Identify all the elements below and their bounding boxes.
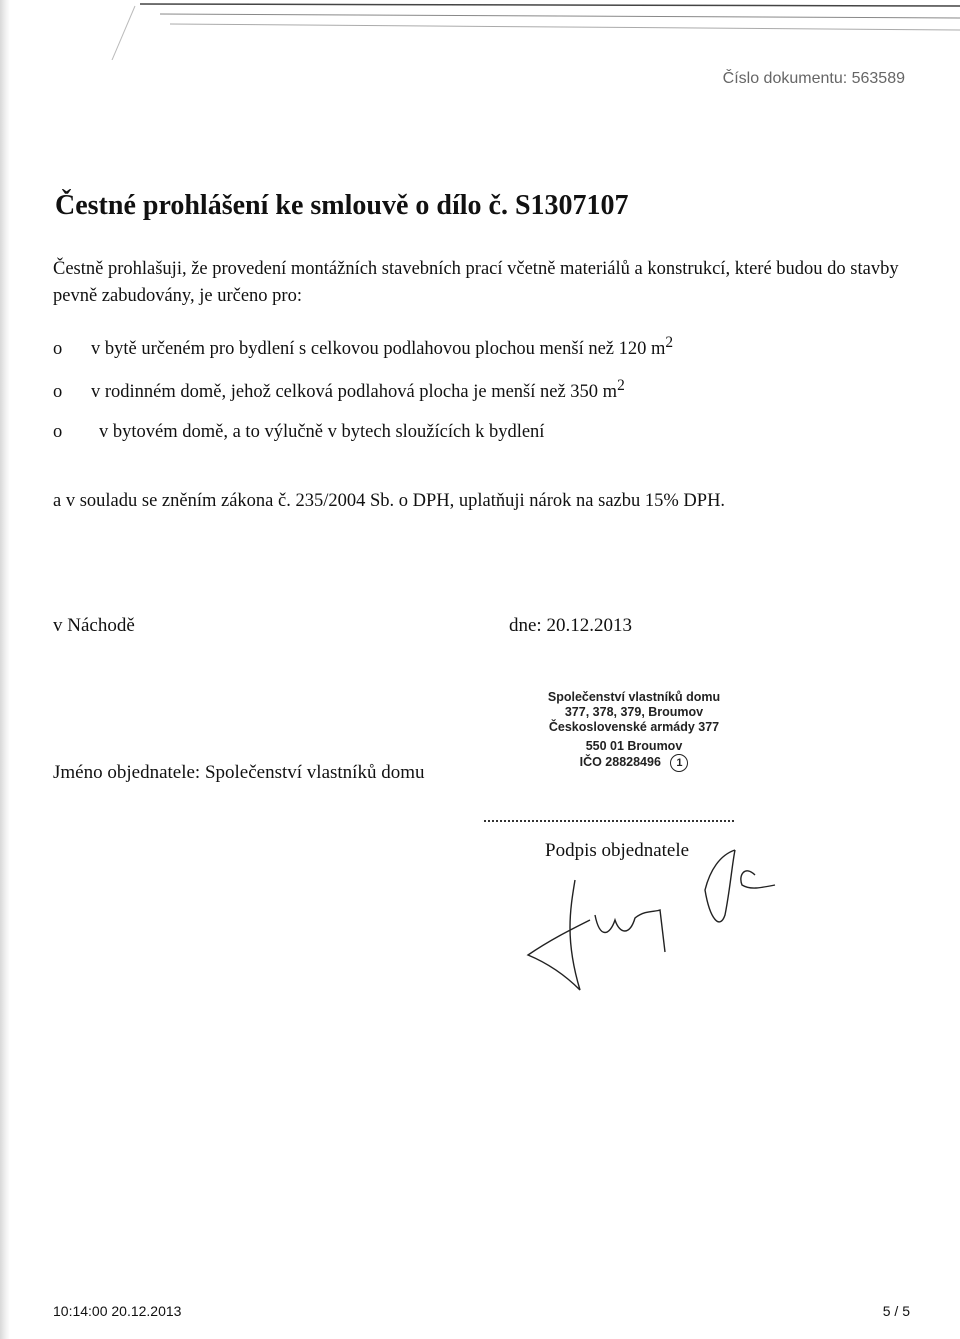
- stamp-line: Československé armády 377: [548, 720, 720, 734]
- bullet: o: [53, 422, 63, 442]
- signature-line: [484, 820, 734, 822]
- signature-label: Podpis objednatele: [545, 840, 690, 861]
- handwritten-signature: [520, 840, 790, 1000]
- scan-top-lines: [0, 0, 960, 60]
- bullet: o: [53, 339, 63, 360]
- company-stamp: [534, 690, 734, 772]
- place: v Náchodě: [53, 615, 135, 636]
- list-item: [53, 334, 673, 360]
- document-title: Čestné prohlášení ke smlouvě o dílo č. S1307107: [55, 190, 629, 221]
- bullet: o: [53, 382, 63, 403]
- circled-mark: 1: [670, 754, 688, 772]
- stamp-line: 377, 378, 379, Broumov: [564, 705, 704, 719]
- document-number: Číslo dokumentu: 563589: [722, 70, 905, 87]
- date: dne: 20.12.2013: [509, 615, 632, 636]
- page-number: 5 / 5: [882, 1303, 910, 1319]
- list-item: [53, 422, 544, 443]
- declaration-intro: Čestně prohlašuji, že provedení montážních stavebních prací včetně materiálů a konstrukcí, které budou do stavby pevně zabudovány, je určeno pro:: [53, 259, 899, 306]
- print-timestamp: 10:14:00 20.12.2013: [53, 1303, 182, 1319]
- stamp-line: IČO 28828496 1: [534, 754, 734, 772]
- conclusion-text: a v souladu se zněním zákona č. 235/2004 Sb. o DPH, uplatňuji nárok na sazbu 15% DPH.: [53, 491, 726, 511]
- item-superscript: 2: [665, 334, 674, 351]
- stamp-line: Společenství vlastníků domu: [547, 690, 721, 704]
- item-text: v bytovém domě, a to výlučně v bytech sloužících k bydlení: [99, 422, 545, 442]
- item-text: v rodinném domě, jehož celková podlahová plocha je menší než 350 m: [91, 382, 618, 403]
- item-text: v bytě určeném pro bydlení s celkovou podlahovou plochou menší než 120 m: [91, 339, 666, 360]
- item-superscript: 2: [617, 377, 625, 394]
- list-item: [53, 377, 625, 403]
- orderer-name: Jméno objednatele: Společenství vlastníků domu: [53, 762, 425, 783]
- scan-edge: [0, 0, 10, 1339]
- stamp-line: 550 01 Broumov: [585, 739, 683, 753]
